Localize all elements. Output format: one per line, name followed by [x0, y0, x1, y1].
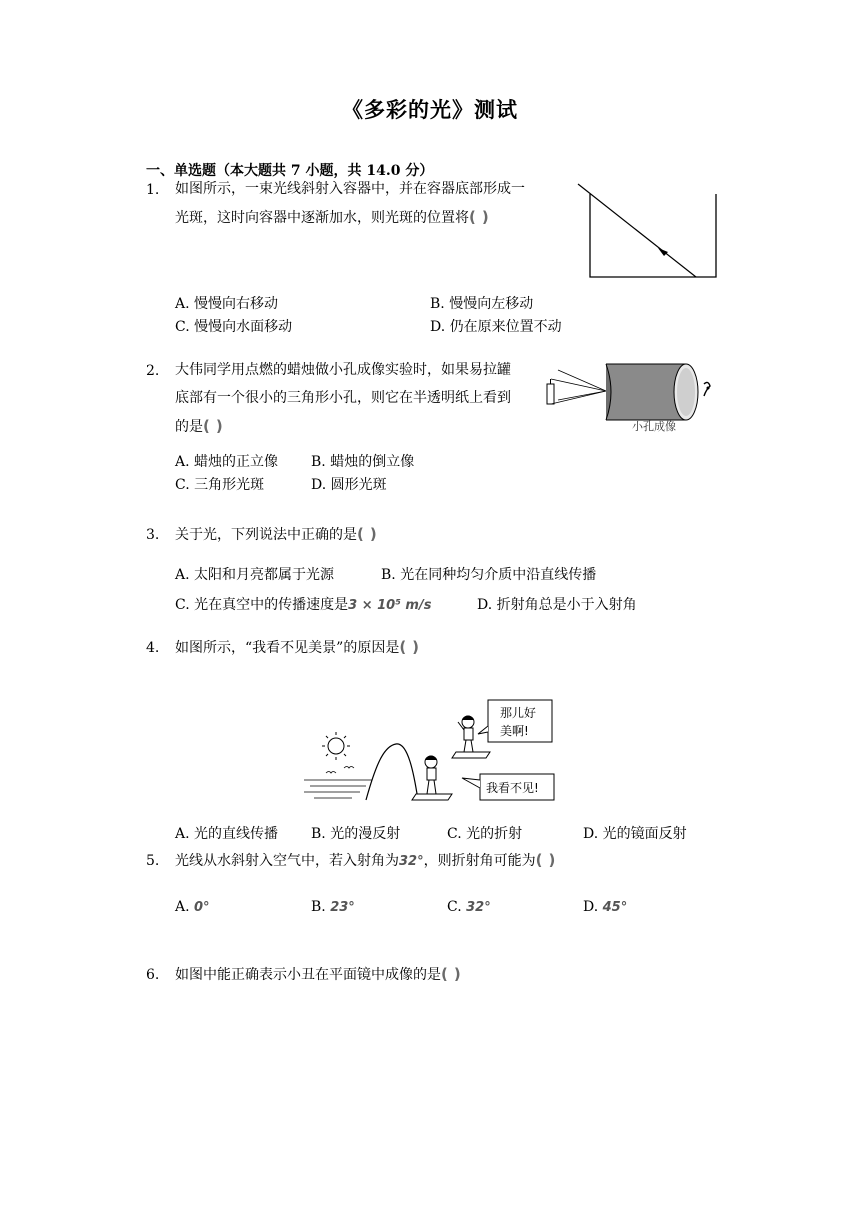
option-c[interactable]: C. 32° — [447, 899, 491, 915]
answer-blank: () — [441, 965, 467, 983]
answer-blank: () — [399, 638, 426, 656]
option-d[interactable]: D. 折射角总是小于入射角 — [477, 597, 637, 613]
option-b[interactable]: B. 慢慢向左移动 — [430, 296, 534, 312]
question-1-text — [175, 175, 565, 232]
question-number: 4. — [146, 640, 160, 656]
option-b[interactable]: B. 蜡烛的倒立像 — [311, 454, 415, 470]
option-c[interactable]: C. 光的折射 — [447, 826, 523, 842]
question-number: 2. — [146, 363, 160, 379]
question-number: 6. — [146, 967, 160, 983]
option-c[interactable]: C. 三角形光斑 — [175, 477, 265, 493]
incident-angle: 32° — [399, 854, 424, 869]
question-number: 1. — [146, 182, 160, 198]
question-4-text: 如图所示，“我看不见美景”的原因是() — [175, 638, 426, 656]
speech-bubble-text: 我看不见! — [486, 781, 539, 795]
answer-blank: () — [357, 525, 383, 543]
question-text-line: 的是() — [175, 417, 229, 435]
option-b[interactable]: B. 光的漫反射 — [311, 826, 401, 842]
scenery-cartoon-figure — [300, 694, 560, 810]
option-c[interactable]: C. 光在真空中的传播速度是3 × 10⁵ m/s — [175, 597, 432, 613]
option-a[interactable]: A. 慢慢向右移动 — [175, 296, 279, 312]
answer-blank: () — [469, 208, 495, 226]
light-container-figure — [560, 180, 720, 280]
light-speed-value: 3 × 10⁵ m/s — [348, 598, 432, 613]
question-5-text: 光线从水斜射入空气中，若入射角为32°，则折射角可能为() — [175, 851, 562, 869]
section-heading: 一、单选题（本大题共 7 小题，共 14.0 分） — [146, 163, 434, 179]
question-3-text: 关于光，下列说法中正确的是() — [175, 525, 383, 543]
option-a[interactable]: A. 蜡烛的正立像 — [175, 454, 279, 470]
option-b[interactable]: B. 23° — [311, 899, 355, 915]
option-c[interactable]: C. 慢慢向水面移动 — [175, 319, 293, 335]
pinhole-camera-figure — [542, 358, 722, 438]
question-2-text — [175, 356, 545, 441]
option-a[interactable]: A. 0° — [175, 899, 210, 915]
option-a[interactable]: A. 太阳和月亮都属于光源 — [175, 567, 335, 583]
speech-bubble-text: 那儿好 — [500, 706, 537, 720]
question-text-line: 光斑，这时向容器中逐渐加水，则光斑的位置将() — [175, 208, 495, 226]
answer-blank: () — [535, 851, 562, 869]
question-text-line: 底部有一个很小的三角形小孔，则它在半透明纸上看到 — [175, 390, 511, 406]
option-a[interactable]: A. 光的直线传播 — [175, 826, 279, 842]
option-d[interactable]: D. 45° — [583, 899, 628, 915]
question-text-line: 大伟同学用点燃的蜡烛做小孔成像实验时，如果易拉罐 — [175, 362, 511, 378]
figure-caption: 小孔成像 — [632, 420, 676, 433]
option-d[interactable]: D. 光的镜面反射 — [583, 826, 687, 842]
option-b[interactable]: B. 光在同种均匀介质中沿直线传播 — [381, 567, 597, 583]
speech-bubble-text: 美啊! — [500, 724, 529, 738]
question-text-line: 如图所示，一束光线斜射入容器中，并在容器底部形成一 — [175, 181, 525, 197]
option-d[interactable]: D. 圆形光斑 — [311, 477, 387, 493]
question-6-text: 如图中能正确表示小丑在平面镜中成像的是() — [175, 965, 467, 983]
question-number: 5. — [146, 853, 160, 869]
option-d[interactable]: D. 仍在原来位置不动 — [430, 319, 562, 335]
page-title: 《多彩的光》测试 — [342, 97, 518, 122]
question-number: 3. — [146, 527, 160, 543]
answer-blank: () — [203, 417, 229, 435]
